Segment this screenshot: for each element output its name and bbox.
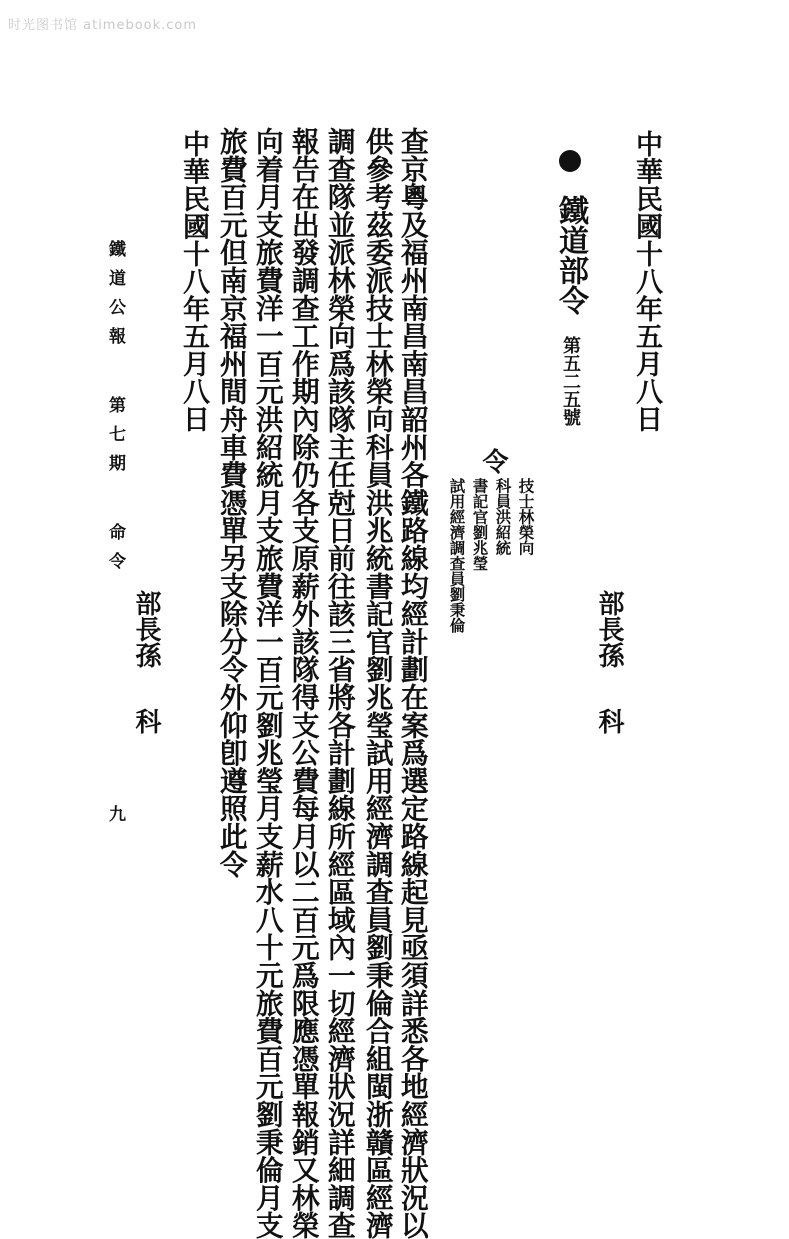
- signature-top-title: 部長孫: [594, 590, 624, 668]
- publication-name: 鐵道公報: [105, 240, 125, 356]
- recipient-3: 書記官劉兆瑩: [470, 478, 490, 571]
- signature-bottom-name: 科: [131, 708, 161, 734]
- recipient-1: 技士林榮向: [516, 478, 536, 556]
- page-number: 九: [109, 805, 126, 825]
- order-heading: [553, 150, 588, 426]
- signature-bottom: [133, 590, 159, 734]
- date-bottom: 中華民國十八年五月八日: [178, 130, 209, 433]
- issue-number: 第七期: [105, 396, 125, 483]
- body-line-1: 查京粵及福州南昌南昌韶州各鐵路線均經計劃在案爲選定路線起見亟須詳悉各地經濟狀況以: [395, 127, 429, 1239]
- order-title: 鐵道部令: [553, 195, 588, 315]
- body-line-2: 供參考茲委派技士林榮向科員洪兆統書記官劉兆瑩試用經濟調查員劉秉倫合組閩浙贛區經濟: [360, 127, 394, 1239]
- section-name: 命令: [105, 523, 125, 581]
- ling-character: 令: [478, 448, 508, 474]
- signature-top-name: 科: [594, 708, 624, 734]
- recipient-2: 科員洪紹統: [493, 478, 513, 556]
- body-line-5: 向着月支旅費洋一百元洪紹統月支旅費洋一百元劉兆瑩月支薪水八十元旅費百元劉秉倫月支: [250, 127, 284, 1239]
- signature-top: [596, 590, 622, 734]
- recipient-4: 試用經濟調查員劉秉倫: [447, 478, 467, 633]
- body-line-3: 調查隊並派林榮向爲該隊主任尅日前往該三省將各計劃線所經區域內一切經濟狀況詳細調查: [322, 127, 356, 1239]
- bullet-icon: [559, 150, 581, 172]
- body-line-4: 報告在出發調查工作期內除仍各支原薪外該隊得支公費每月以二百元爲限應憑單報銷又林榮: [286, 127, 320, 1239]
- watermark: 时光图书馆 atimebook.com: [8, 18, 198, 33]
- date-top: 中華民國十八年五月八日: [631, 130, 662, 433]
- order-number: 第五二五號: [560, 336, 581, 426]
- signature-bottom-title: 部長孫: [131, 590, 161, 668]
- running-footer: [106, 240, 123, 581]
- body-line-6: 旅費百元但南京福州間舟車費憑單另支除分令外仰卽遵照此令: [214, 127, 248, 878]
